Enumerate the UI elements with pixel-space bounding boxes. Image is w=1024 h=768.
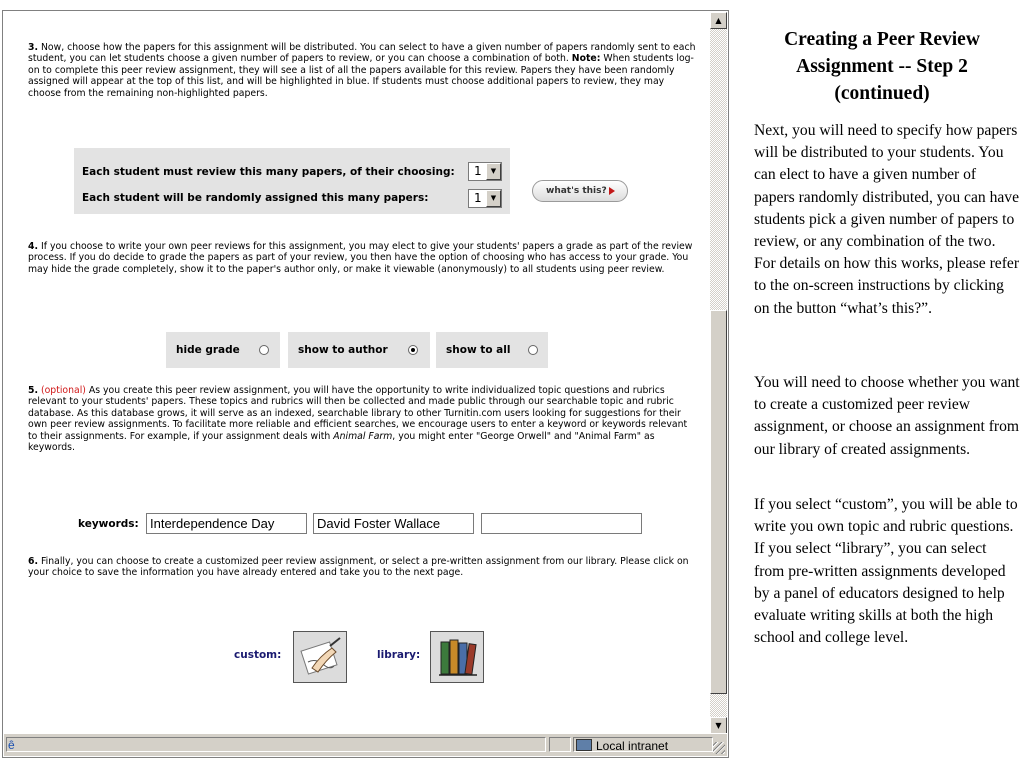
- step3-paragraph: [28, 42, 698, 99]
- play-arrow-icon: [609, 187, 615, 195]
- grade-option-label: show to all: [446, 344, 511, 356]
- intranet-icon: [576, 739, 592, 751]
- status-panel: [549, 737, 571, 752]
- scroll-up-button[interactable]: ▲: [710, 12, 727, 29]
- library-button[interactable]: [430, 631, 484, 683]
- grade-option-all[interactable]: [436, 332, 548, 368]
- resize-grip-icon[interactable]: [713, 742, 725, 754]
- scrollbar-thumb[interactable]: [710, 310, 727, 694]
- browser-window: [2, 10, 729, 758]
- grade-option-author[interactable]: [288, 332, 430, 368]
- step-number: 6.: [28, 556, 39, 567]
- choosing-count-select[interactable]: [468, 162, 502, 181]
- keyword-input-3[interactable]: [481, 513, 642, 534]
- show-to-author-radio[interactable]: [408, 345, 418, 355]
- whats-this-button[interactable]: [532, 180, 628, 202]
- random-count-value: 1: [474, 191, 482, 205]
- slide-title: Creating a Peer Review Assignment -- Step 2 (continued): [784, 29, 980, 104]
- random-count-label: Each student will be randomly assigned this many papers:: [82, 192, 429, 204]
- step6-paragraph: [28, 556, 698, 579]
- page-viewport: [4, 12, 711, 734]
- scroll-down-button[interactable]: ▼: [710, 717, 727, 734]
- side-paragraph-1: Next, you will need to specify how papers will be distributed to your students. You can elect to have a given number of papers randomly distributed, you can have students pick a given number of papers to review, or any combination of the two. For details on how this works, please refer to the on-screen instructions by clicking on the button “what’s this?”.: [754, 122, 1020, 317]
- side-paragraph-2: You will need to choose whether you want to create a customized peer review assignment, or choose an assignment from our library of created assignments.: [754, 374, 1020, 458]
- step3-text: Now, choose how the papers for this assignment will be distributed. You can select to have a given number of papers randomly sent to each student, you can let students choose a given number of papers to review, or you can choose a combination of both.: [28, 42, 696, 65]
- book-title: Animal Farm: [333, 430, 393, 442]
- hide-grade-radio[interactable]: [259, 345, 269, 355]
- custom-label: custom:: [234, 649, 282, 661]
- vertical-scrollbar[interactable]: [710, 12, 727, 734]
- custom-button[interactable]: [293, 631, 347, 683]
- grade-option-label: show to author: [298, 344, 388, 356]
- keyword-input-2[interactable]: [313, 513, 474, 534]
- step4-text: If you choose to write your own peer reviews for this assignment, you may elect to give your students' papers a grade as part of the review process. If you do decide to grade the papers as part of your review, you then have the option of choosing who has access to your grade. You may hide the grade completely, show it to the paper's author only, or make it viewable (anonymously) to all students using peer review.: [28, 241, 693, 275]
- books-icon: [431, 632, 483, 682]
- keywords-label: keywords:: [78, 518, 139, 530]
- optional-tag: (optional): [40, 385, 86, 396]
- step5-paragraph: [28, 385, 698, 453]
- writing-hand-icon: [294, 632, 346, 682]
- chevron-down-icon[interactable]: ▼: [486, 190, 501, 207]
- choosing-count-label: Each student must review this many papers, of their choosing:: [82, 166, 455, 178]
- status-bar: [4, 733, 727, 756]
- grade-option-hide[interactable]: [166, 332, 280, 368]
- library-label: library:: [377, 649, 421, 661]
- step3-note-text: When students log-on to complete this peer review assignment, they will see a list of all the papers available for this review. Papers they have been randomly assigned will appear at the top of this list, and will be highlighted in blue. If students must choose additional papers to review, they may choose from the remaining non-highlighted papers.: [28, 53, 694, 99]
- step5-text-end: , you might enter "George Orwell" and "Animal Farm" as keywords.: [28, 430, 655, 454]
- chevron-down-icon[interactable]: ▼: [486, 163, 501, 180]
- side-paragraph-3: If you select “custom”, you will be able to write you own topic and rubric questions. If you select “library”, you can select from pre-written assignments developed by a panel of educators designed to help evaluate writing skills at both the high school and college level.: [754, 496, 1018, 647]
- note-label: Note:: [571, 53, 601, 65]
- step-number: 3.: [28, 42, 39, 53]
- status-text-panel: [6, 737, 546, 752]
- step-number: 5.: [28, 385, 39, 396]
- zone-label: Local intranet: [596, 739, 669, 753]
- choosing-count-value: 1: [474, 164, 482, 178]
- step-number: 4.: [28, 241, 39, 252]
- whats-this-label: what's this?: [546, 186, 607, 196]
- show-to-all-radio[interactable]: [528, 345, 538, 355]
- grade-option-label: hide grade: [176, 344, 240, 356]
- step4-paragraph: [28, 241, 698, 275]
- random-count-select[interactable]: [468, 189, 502, 208]
- page-icon: ê: [8, 738, 15, 752]
- step5-text: As you create this peer review assignment, you will have the opportunity to write individualized topic questions and rubrics relevant to your students' papers. These topics and rubrics will then be collected and made public through our searchable topic and rubric database. As this database grows, it will serve as an indexed, searchable library to other Turnitin.com users looking for suggestions for their own peer review assignments. To facilitate more reliable and efficient searches, we encourage users to enter a keyword or keywords relevant to their assignments. For example, if your assignment deals with: [28, 385, 688, 442]
- keyword-input-1[interactable]: [146, 513, 307, 534]
- step6-text: Finally, you can choose to create a customized peer review assignment, or select a pre-written assignment from our library. Please click on your choice to save the information you have already entered and take you to the next page.: [28, 556, 689, 579]
- distribution-panel: [74, 148, 510, 214]
